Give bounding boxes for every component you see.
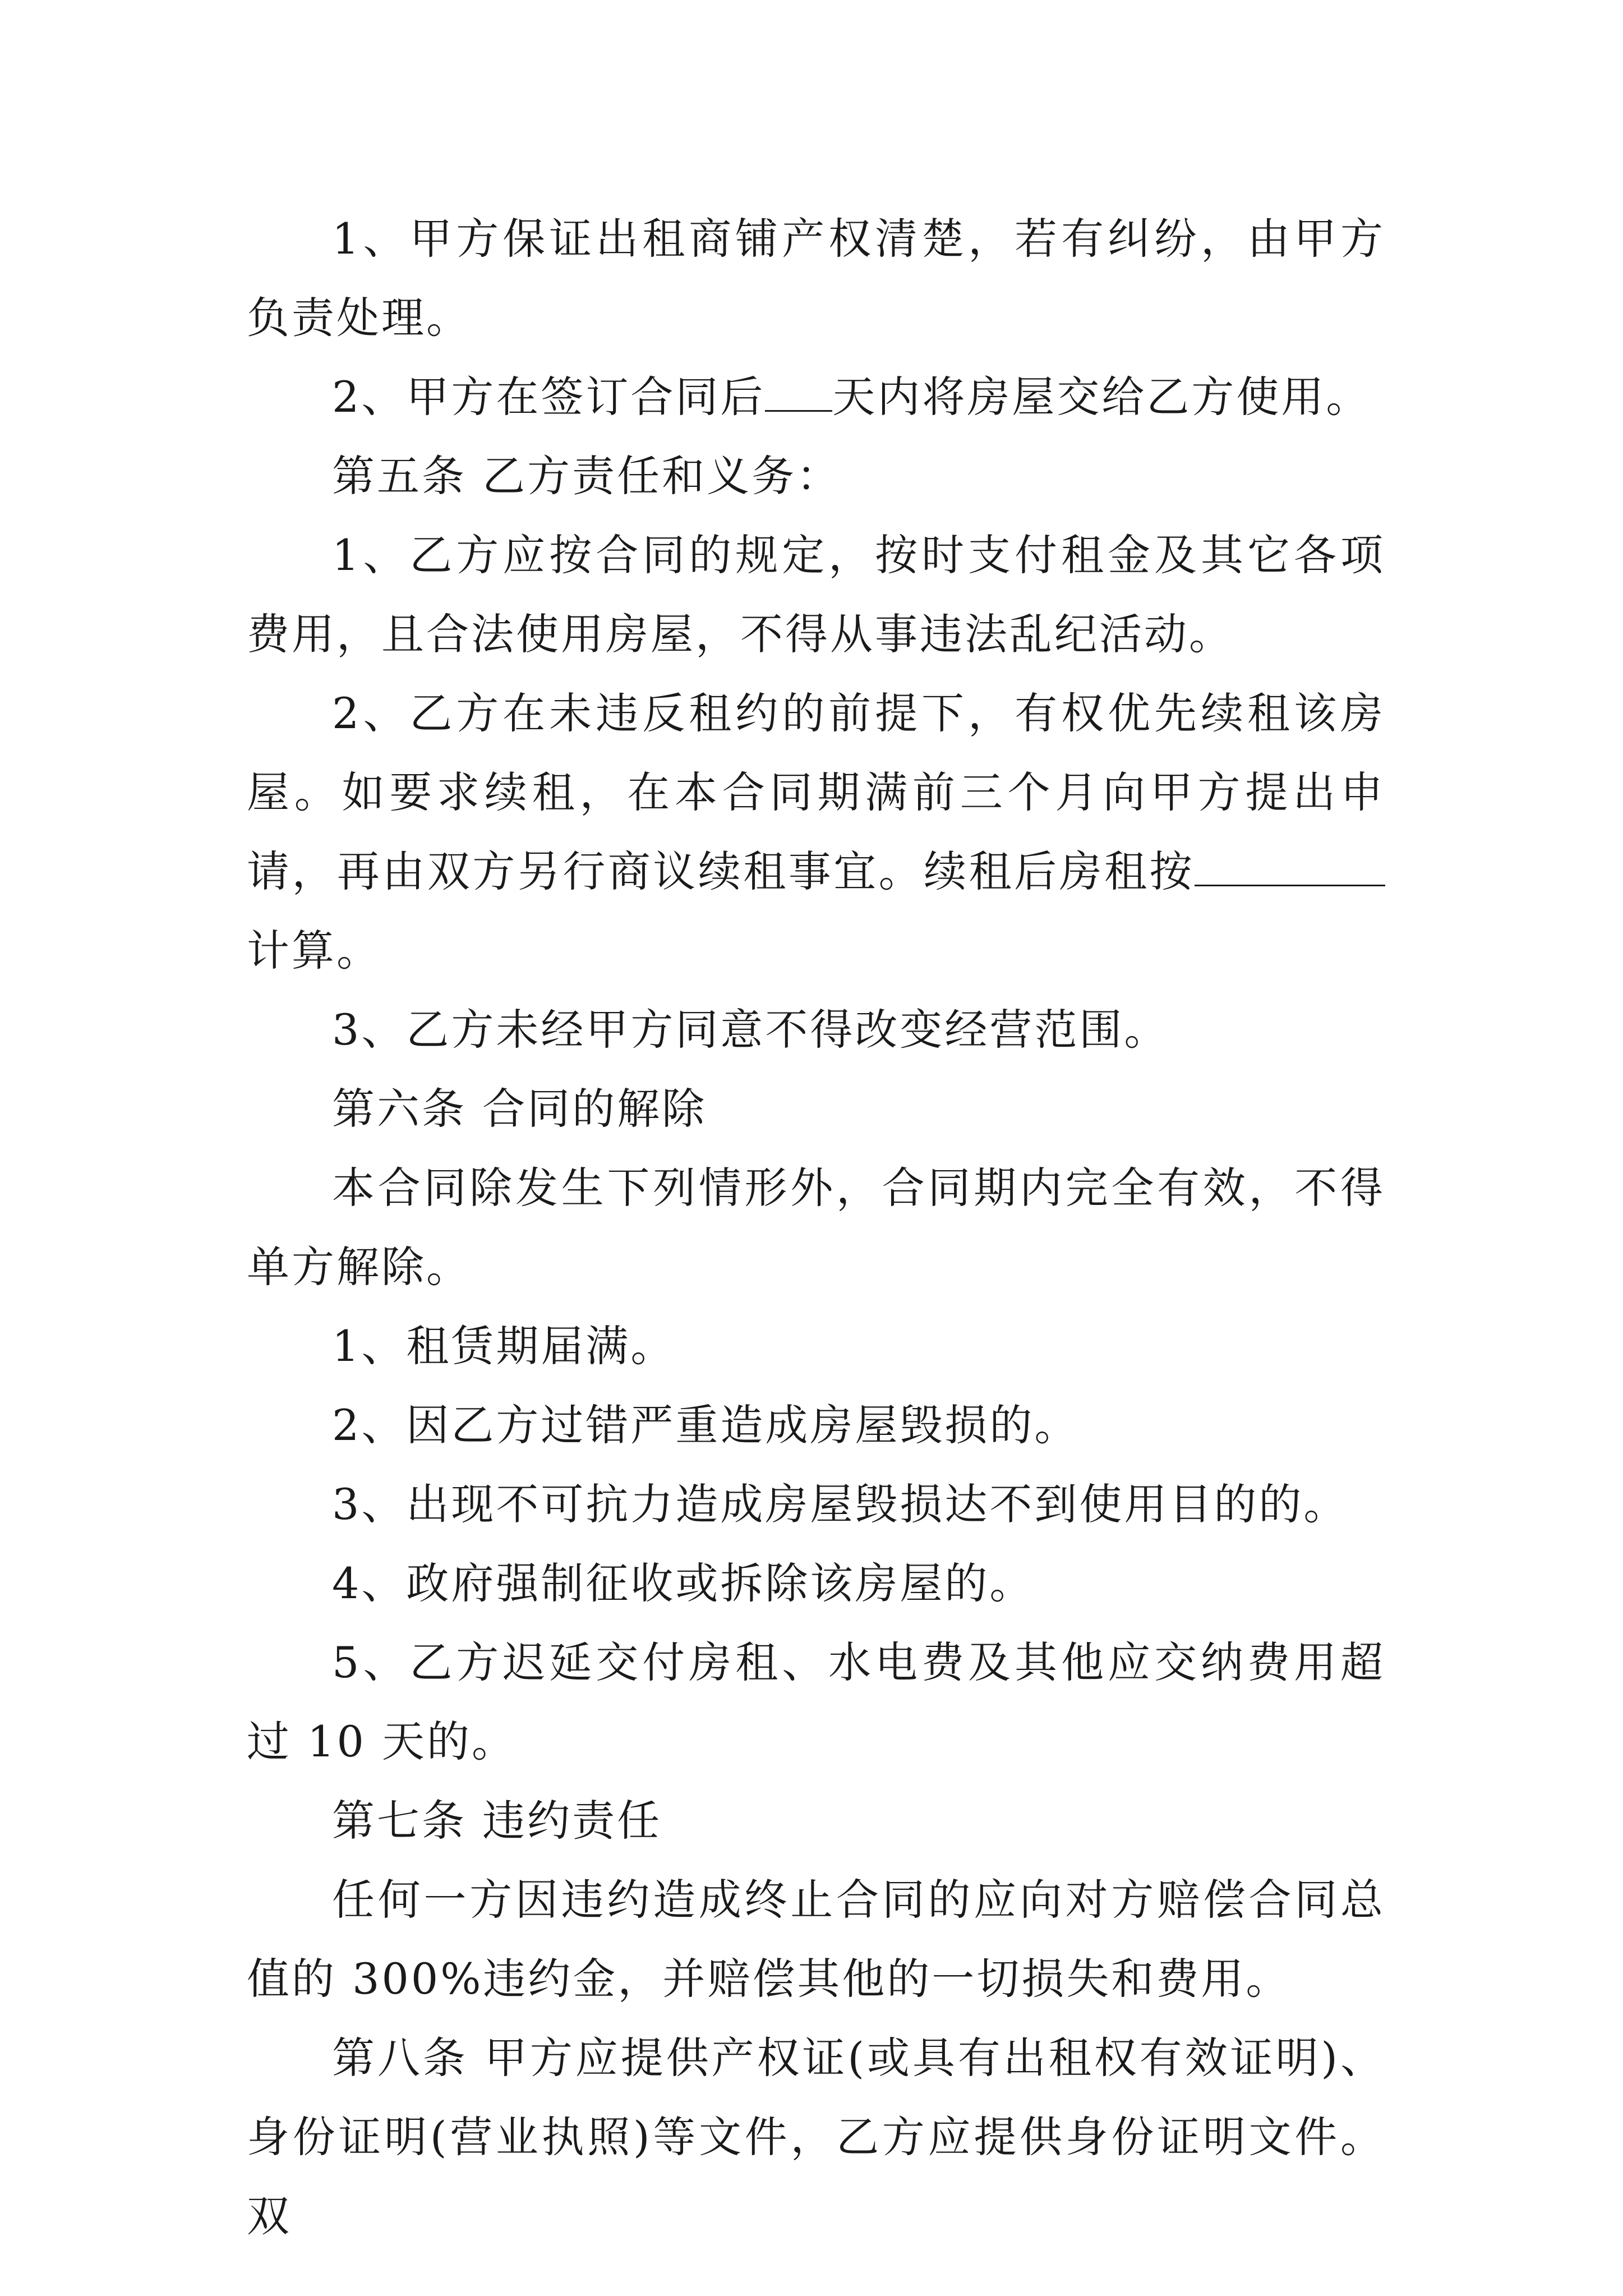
clause-paragraph — [247, 674, 1385, 990]
clause-paragraph: 3、乙方未经甲方同意不得改变经营范围。 — [332, 1005, 1169, 1055]
clause-paragraph: 任何一方因违约造成终止合同的应向对方赔偿合同总值的 300%违约金，并赔偿其他的一切损失和费用。 — [247, 1875, 1385, 2004]
fill-in-blank — [1195, 848, 1385, 886]
clause-paragraph: 4、政府强制征收或拆除该房屋的。 — [332, 1558, 1035, 1608]
fill-in-blank — [765, 373, 832, 412]
section-heading: 第七条 违约责任 — [332, 1796, 662, 1846]
clause-text: 2、乙方在未违反租约的前提下，有权优先续租该房屋。如要求续租，在本合同期满前三个月向甲方提出申请，再由双方另行商议续租事宜。续租后房租按 — [247, 688, 1385, 896]
clause-paragraph — [247, 357, 1385, 436]
section-heading: 第六条 合同的解除 — [332, 1084, 707, 1134]
clause-text: 天内将房屋交给乙方使用。 — [832, 372, 1371, 422]
clause-paragraph: 1、乙方应按合同的规定，按时支付租金及其它各项费用，且合法使用房屋，不得从事违法乱纪活动。 — [247, 530, 1385, 659]
clause-paragraph: 1、租赁期届满。 — [332, 1321, 676, 1371]
section-heading: 第八条 甲方应提供产权证(或具有出租权有效证明)、身份证明(营业执照)等文件，乙方应提供身份证明文件。双 — [247, 2033, 1385, 2241]
clause-paragraph: 2、因乙方过错严重造成房屋毁损的。 — [332, 1400, 1080, 1450]
clause-paragraph: 3、出现不可抗力造成房屋毁损达不到使用目的的。 — [332, 1479, 1349, 1529]
clause-paragraph: 5、乙方迟延交付房租、水电费及其他应交纳费用超过 10 天的。 — [247, 1637, 1385, 1766]
clause-paragraph: 1、甲方保证出租商铺产权清楚，若有纠纷，由甲方负责处理。 — [247, 214, 1385, 343]
clause-text: 计算。 — [247, 926, 381, 976]
section-heading: 第五条 乙方责任和义务： — [332, 451, 842, 501]
clause-text: 2、甲方在签订合同后 — [332, 372, 766, 422]
clause-paragraph: 本合同除发生下列情形外，合同期内完全有效，不得单方解除。 — [247, 1163, 1385, 1292]
contract-body — [247, 199, 1385, 2256]
